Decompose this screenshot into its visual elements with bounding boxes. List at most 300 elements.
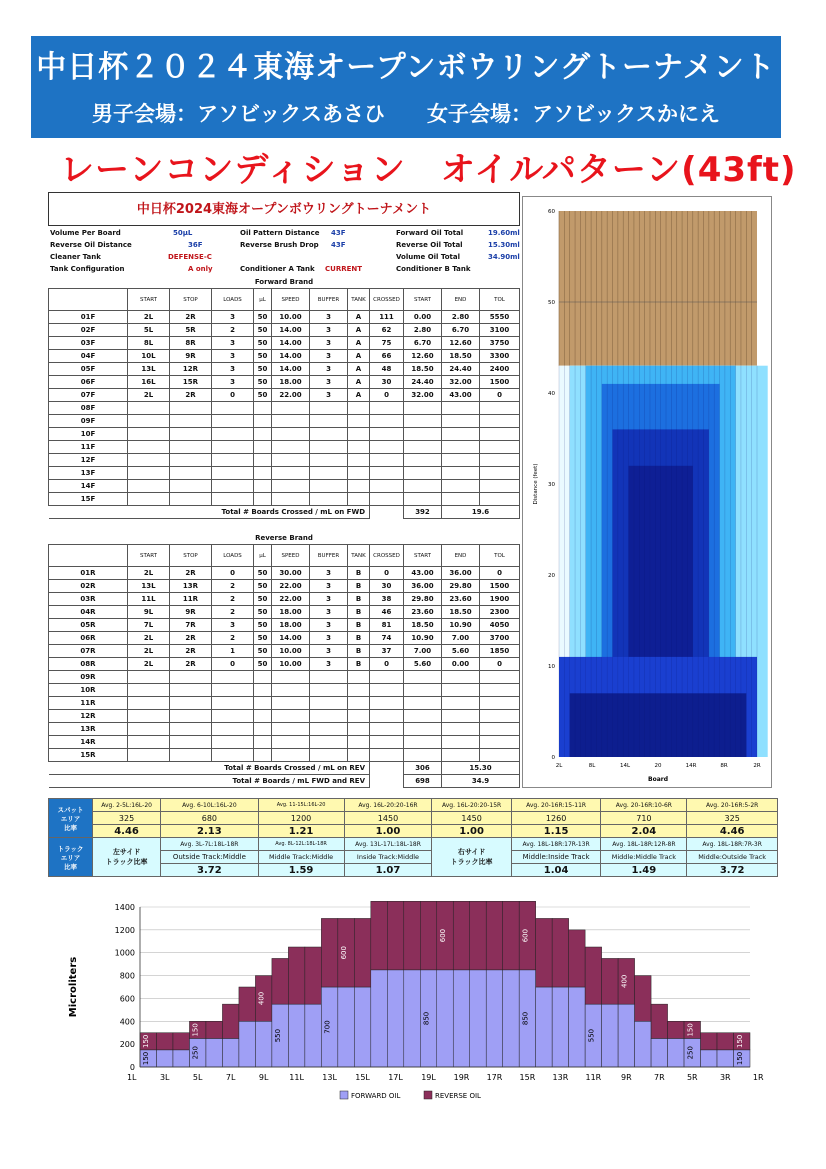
table-cell (310, 467, 348, 480)
y-tick-label: 800 (119, 971, 135, 981)
table-cell: 75 (370, 337, 404, 350)
table-cell (212, 723, 254, 736)
y-axis-label: Distance (feet) (533, 463, 539, 505)
label: Volume Per Board (50, 229, 121, 237)
spot-ratio: 4.46 (687, 825, 778, 838)
table-cell (170, 749, 212, 762)
table-cell: 11L (128, 593, 170, 606)
table-cell: 0 (370, 389, 404, 402)
label: Volume Oil Total (396, 253, 461, 261)
table-cell: 23.60 (442, 593, 480, 606)
table-cell (170, 428, 212, 441)
table-cell (170, 697, 212, 710)
data-label: 150 (191, 1023, 200, 1037)
label: Reverse Oil Total (396, 241, 463, 249)
col-header (49, 545, 128, 567)
table-cell: 0 (370, 567, 404, 580)
col-header: BUFFER (310, 289, 348, 311)
table-cell: B (348, 580, 370, 593)
track-avg: Avg. 18L-18R:7R-3R (687, 838, 778, 851)
table-cell: 9R (170, 606, 212, 619)
table-cell (170, 402, 212, 415)
table-cell (480, 710, 520, 723)
label: Forward Oil Total (396, 229, 464, 237)
legend-label: FORWARD OIL (351, 1092, 401, 1100)
table-row (49, 324, 520, 337)
track-name: Middle:Middle Track (601, 851, 687, 864)
bar-forward (486, 970, 502, 1067)
col-header: START (128, 545, 170, 567)
y-tick-label: 1200 (114, 925, 135, 935)
table-row (49, 467, 520, 480)
total-row (49, 775, 520, 788)
right-side-label (432, 838, 511, 877)
table-cell: 2L (128, 658, 170, 671)
label: Oil Pattern Distance (240, 229, 320, 237)
table-cell: 10L (128, 350, 170, 363)
bar-reverse (272, 958, 288, 1004)
table-cell: 2 (212, 606, 254, 619)
track-ratio: 3.72 (687, 864, 778, 877)
table-cell: 02F (49, 324, 128, 337)
table-cell: 04F (49, 350, 128, 363)
total-row (49, 762, 520, 775)
table-cell: 18.00 (272, 606, 310, 619)
table-cell: 2 (212, 632, 254, 645)
table-cell: 2R (170, 389, 212, 402)
table-cell (212, 428, 254, 441)
table-cell: 12R (49, 710, 128, 723)
value: 34.90ml (488, 253, 520, 261)
x-tick-label: 8L (588, 763, 596, 769)
table-cell (442, 493, 480, 506)
table-cell: 2400 (480, 363, 520, 376)
bar-reverse (701, 1033, 717, 1050)
table-cell (404, 710, 442, 723)
table-cell: 13R (170, 580, 212, 593)
x-tick-label: 9L (258, 1073, 269, 1082)
col-header: STOP (170, 289, 212, 311)
bar-reverse (552, 918, 568, 987)
table-cell: 14R (49, 736, 128, 749)
table-cell: 16L (128, 376, 170, 389)
table-cell: 15F (49, 493, 128, 506)
table-cell (480, 415, 520, 428)
x-tick-label: 15R (519, 1073, 536, 1082)
table-cell: 15R (170, 376, 212, 389)
table-cell: A (348, 376, 370, 389)
table-cell: 06R (49, 632, 128, 645)
bar-reverse (635, 976, 651, 1022)
table-cell (212, 480, 254, 493)
bar-reverse (585, 947, 601, 1004)
table-cell: 09F (49, 415, 128, 428)
table-cell (404, 454, 442, 467)
spot-header: Avg. 20-16R:15-11R (511, 799, 601, 812)
bar-reverse (668, 1021, 684, 1038)
table-cell (272, 736, 310, 749)
bar-reverse (156, 1033, 172, 1050)
table-cell: 15R (49, 749, 128, 762)
table-cell: 14.00 (272, 363, 310, 376)
col-header: SPEED (272, 545, 310, 567)
table-cell (404, 697, 442, 710)
table-cell (128, 467, 170, 480)
x-axis-label: Board (648, 776, 668, 783)
table-cell: 08F (49, 402, 128, 415)
table-cell: 74 (370, 632, 404, 645)
table-cell (310, 480, 348, 493)
table-cell (442, 454, 480, 467)
table-cell (128, 671, 170, 684)
table-cell: 01F (49, 311, 128, 324)
heatmap-svg (523, 197, 771, 787)
table-cell (348, 493, 370, 506)
track-label-2: エリア (60, 853, 81, 862)
table-cell (404, 493, 442, 506)
table-cell (212, 493, 254, 506)
oil-heatmap (522, 196, 772, 788)
bar-forward (387, 970, 403, 1067)
data-label: 850 (422, 1011, 431, 1026)
table-cell: 50 (254, 658, 272, 671)
table-cell: 3 (310, 658, 348, 671)
table-cell (310, 441, 348, 454)
table-row (49, 723, 520, 736)
table-cell: 07F (49, 389, 128, 402)
table-cell: 46 (370, 606, 404, 619)
table-cell (128, 441, 170, 454)
table-row (49, 402, 520, 415)
table-cell (170, 710, 212, 723)
spacer (370, 775, 404, 788)
col-header: TANK (348, 545, 370, 567)
y-tick-label: 600 (119, 994, 135, 1004)
y-tick-label: 1000 (114, 948, 135, 958)
track-label-1: トラック (57, 844, 84, 853)
col-header: TOL (480, 289, 520, 311)
table-cell: 1500 (480, 376, 520, 389)
table-cell (442, 480, 480, 493)
table-cell (480, 454, 520, 467)
table-row (49, 428, 520, 441)
table-cell: 3 (310, 606, 348, 619)
table-cell (212, 697, 254, 710)
bar-forward (371, 970, 387, 1067)
col-header: END (442, 545, 480, 567)
table-cell: 11F (49, 441, 128, 454)
table-cell: A (348, 324, 370, 337)
table-cell (128, 710, 170, 723)
table-row (49, 311, 520, 324)
table-cell (348, 723, 370, 736)
track-ratio: 3.72 (161, 864, 259, 877)
table-cell: 14.00 (272, 350, 310, 363)
table-cell (404, 441, 442, 454)
spot-ratio: 4.46 (93, 825, 161, 838)
y-tick-label: 50 (548, 300, 555, 306)
table-cell: 0 (212, 389, 254, 402)
table-row (49, 632, 520, 645)
table-cell (442, 671, 480, 684)
table-cell (254, 684, 272, 697)
col-header: SPEED (272, 289, 310, 311)
table-cell: 5550 (480, 311, 520, 324)
table-cell (480, 441, 520, 454)
table-cell: 3 (310, 311, 348, 324)
table-cell: 12F (49, 454, 128, 467)
table-cell: 2 (212, 593, 254, 606)
table-cell: 7.00 (442, 632, 480, 645)
spot-value: 710 (601, 812, 687, 825)
table-cell: 2R (170, 632, 212, 645)
table-row (49, 671, 520, 684)
bar-reverse (486, 901, 502, 970)
table-cell: 0.00 (404, 311, 442, 324)
table-cell: 5R (170, 324, 212, 337)
table-cell: 03F (49, 337, 128, 350)
table-cell: 50 (254, 606, 272, 619)
bar-forward (618, 1004, 634, 1067)
table-cell (442, 710, 480, 723)
table-cell (370, 415, 404, 428)
table-cell: 2L (128, 632, 170, 645)
table-cell: 50 (254, 363, 272, 376)
value: 43F (331, 241, 346, 249)
table-cell: 0 (370, 658, 404, 671)
spot-header: Avg. 11-15L:16L-20 (258, 799, 344, 812)
table-cell (128, 697, 170, 710)
bar-forward (635, 1021, 651, 1067)
spot-ratio: 2.13 (161, 825, 259, 838)
track-name: Middle:Inside Track (511, 851, 601, 864)
bar-forward (156, 1050, 172, 1067)
table-cell (310, 684, 348, 697)
table-cell: 0 (212, 658, 254, 671)
bar-forward (305, 1004, 321, 1067)
total-boards: 392 (404, 506, 442, 519)
table-cell (212, 671, 254, 684)
table-cell: 3 (212, 619, 254, 632)
table-cell (310, 454, 348, 467)
table-cell (310, 749, 348, 762)
bar-reverse (651, 1004, 667, 1038)
col-header: CROSSED (370, 545, 404, 567)
table-cell: 2L (128, 311, 170, 324)
spot-label-1: スパット (57, 805, 84, 814)
table-cell: B (348, 619, 370, 632)
track-ratio: 1.49 (601, 864, 687, 877)
table-cell (310, 671, 348, 684)
table-cell (442, 697, 480, 710)
table-cell: B (348, 658, 370, 671)
table-cell (348, 402, 370, 415)
table-cell (212, 415, 254, 428)
table-cell: 2 (212, 580, 254, 593)
table-cell: 50 (254, 619, 272, 632)
table-cell (272, 723, 310, 736)
total-boards: 306 (404, 762, 442, 775)
x-tick-label: 15L (355, 1073, 370, 1082)
lane-wood (559, 211, 757, 366)
table-cell: 13F (49, 467, 128, 480)
table-cell (404, 736, 442, 749)
table-cell (370, 493, 404, 506)
table-cell: 18.50 (404, 619, 442, 632)
table-cell: 32.00 (404, 389, 442, 402)
table-cell (254, 454, 272, 467)
table-cell: 12.60 (442, 337, 480, 350)
col-header: STOP (170, 545, 212, 567)
table-row (49, 454, 520, 467)
col-header: LOADS (212, 545, 254, 567)
value: 36F (188, 241, 203, 249)
label: Conditioner A Tank (240, 265, 315, 273)
table-cell (128, 749, 170, 762)
table-cell (348, 697, 370, 710)
bar-reverse (420, 901, 436, 970)
table-cell: 10.00 (272, 645, 310, 658)
table-cell (404, 428, 442, 441)
table-cell: 50 (254, 389, 272, 402)
spot-value: 1450 (344, 812, 432, 825)
table-cell: 30 (370, 376, 404, 389)
bar-forward (701, 1050, 717, 1067)
data-label: 150 (735, 1051, 744, 1066)
data-label: 400 (257, 991, 266, 1006)
bar-forward (453, 970, 469, 1067)
spot-header: Avg. 2-5L:16L-20 (93, 799, 161, 812)
table-cell (348, 710, 370, 723)
table-cell: 36.00 (442, 567, 480, 580)
bar-forward (338, 987, 354, 1067)
table-cell (348, 441, 370, 454)
value: 43F (331, 229, 346, 237)
table-cell: 3 (310, 645, 348, 658)
spot-ratio: 1.00 (432, 825, 511, 838)
table-cell: 03R (49, 593, 128, 606)
value: DEFENSE-C (168, 253, 212, 261)
y-tick-label: 40 (548, 391, 555, 397)
table-cell (480, 493, 520, 506)
total-label: Total # Boards Crossed / mL on FWD (49, 506, 370, 519)
spot-header: Avg. 20-16R:10-6R (601, 799, 687, 812)
table-cell (254, 710, 272, 723)
bar-reverse (222, 1004, 238, 1038)
x-tick-label: 1L (126, 1073, 137, 1082)
table-cell: 50 (254, 350, 272, 363)
spot-header: Avg. 6-10L:16L-20 (161, 799, 259, 812)
table-cell: 22.00 (272, 580, 310, 593)
spacer (370, 506, 404, 519)
right-side-1: 右サイド (457, 848, 486, 856)
bar-forward (552, 987, 568, 1067)
spot-value: 1450 (432, 812, 511, 825)
col-header (49, 289, 128, 311)
table-cell: 04R (49, 606, 128, 619)
table-cell: 10F (49, 428, 128, 441)
table-cell: A (348, 363, 370, 376)
bar-forward (470, 970, 486, 1067)
table-cell: 10R (49, 684, 128, 697)
col-header: μL (254, 289, 272, 311)
table-cell (254, 441, 272, 454)
table-cell (480, 697, 520, 710)
table-cell (254, 493, 272, 506)
table-row (49, 480, 520, 493)
y-tick-label: 20 (548, 573, 555, 579)
col-header: TANK (348, 289, 370, 311)
table-cell: 02R (49, 580, 128, 593)
table-cell: B (348, 593, 370, 606)
bar-forward (668, 1038, 684, 1067)
table-cell (254, 467, 272, 480)
table-cell (128, 415, 170, 428)
col-header: START (128, 289, 170, 311)
track-name: Middle Track:Middle (258, 851, 344, 864)
data-label: 250 (686, 1046, 695, 1060)
data-label: 600 (439, 928, 447, 943)
x-tick-label: 7L (225, 1073, 236, 1082)
value: 50μL (173, 229, 193, 237)
table-cell: 38 (370, 593, 404, 606)
data-label: 150 (686, 1023, 695, 1037)
oil-volume-chart (60, 895, 770, 1115)
spot-value: 1200 (258, 812, 344, 825)
table-row (49, 749, 520, 762)
bar-reverse (717, 1033, 733, 1050)
table-cell: 14.00 (272, 632, 310, 645)
table-cell (128, 493, 170, 506)
x-tick-label: 19R (453, 1073, 470, 1082)
label: Reverse Oil Distance (50, 241, 132, 249)
table-cell (212, 402, 254, 415)
table-cell (370, 749, 404, 762)
table-cell: 1 (212, 645, 254, 658)
table-cell: 0 (480, 567, 520, 580)
table-cell: 3 (310, 324, 348, 337)
table-cell: 2.80 (404, 324, 442, 337)
lane-condition-title: レーンコンディション オイルパターン(43ft) (60, 150, 797, 190)
table-cell: 8R (170, 337, 212, 350)
table-cell (272, 493, 310, 506)
table-cell: A (348, 337, 370, 350)
table-cell: 10.00 (272, 658, 310, 671)
col-header: μL (254, 545, 272, 567)
table-cell: 3300 (480, 350, 520, 363)
label: Tank Configuration (50, 265, 125, 273)
table-cell: 43.00 (404, 567, 442, 580)
total-ml: 34.9 (442, 775, 520, 788)
spot-ratio: 2.04 (601, 825, 687, 838)
table-cell (170, 480, 212, 493)
table-cell (170, 671, 212, 684)
table-cell (128, 428, 170, 441)
table-cell (370, 697, 404, 710)
table-cell: 5.60 (442, 645, 480, 658)
forward-table (48, 288, 520, 519)
table-cell: 3 (310, 350, 348, 363)
table-row (49, 658, 520, 671)
col-header: BUFFER (310, 545, 348, 567)
table-cell (348, 428, 370, 441)
table-row (49, 363, 520, 376)
table-cell (272, 454, 310, 467)
table-cell (310, 723, 348, 736)
table-cell: 50 (254, 337, 272, 350)
value: CURRENT (325, 265, 363, 273)
data-label: 600 (340, 946, 349, 960)
